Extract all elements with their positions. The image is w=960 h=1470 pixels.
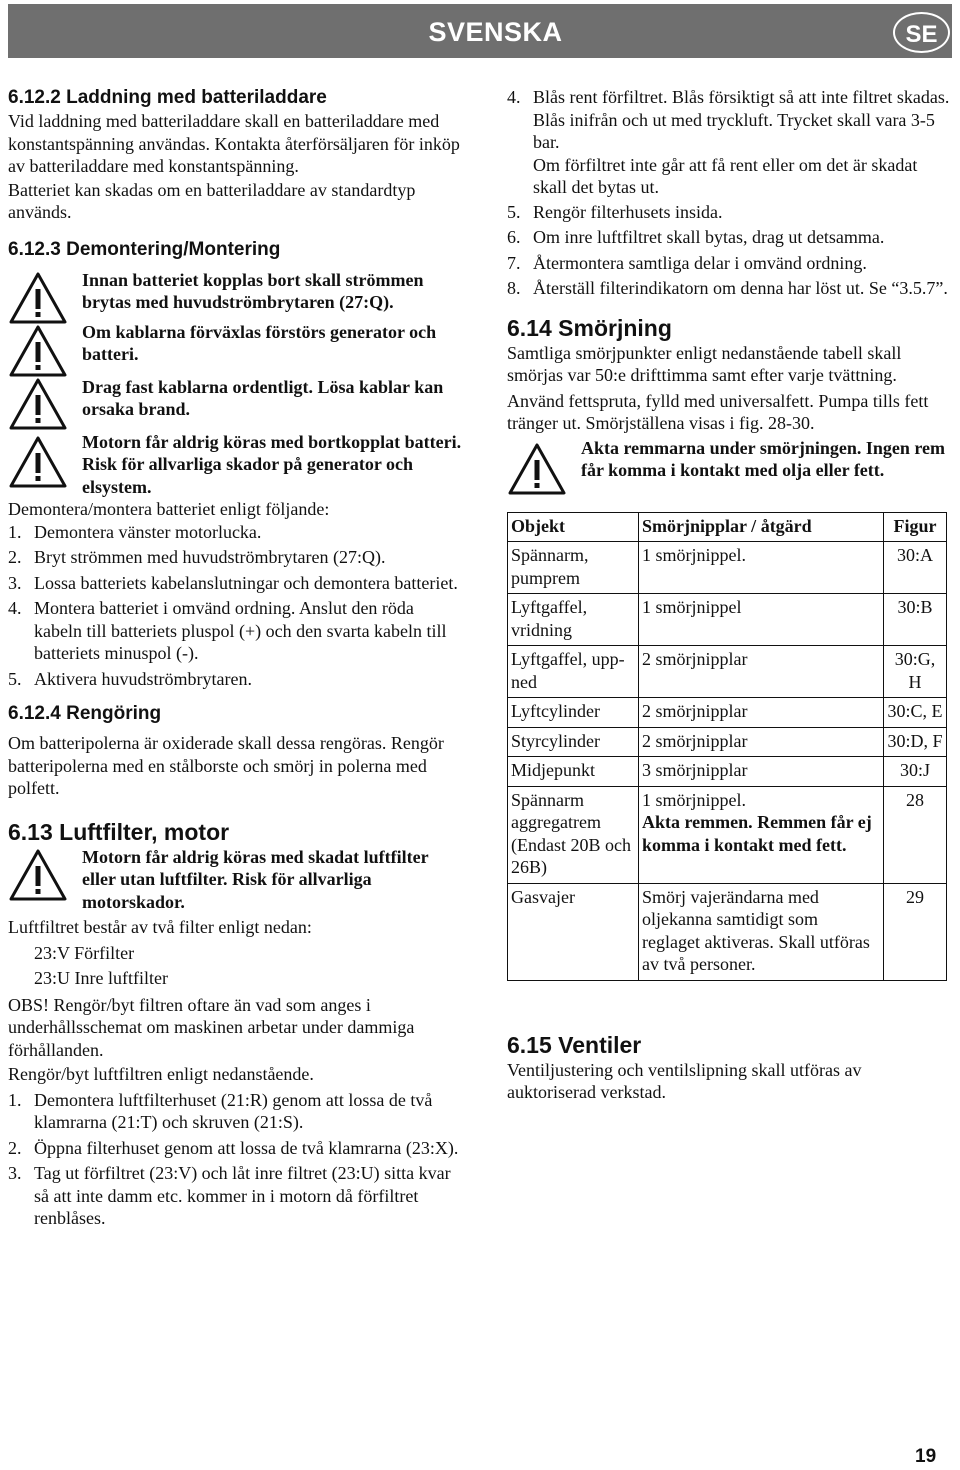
filter-item: 23:V Förfilter	[34, 942, 135, 963]
table-row	[508, 698, 947, 728]
table-cell: 30:A	[884, 542, 947, 594]
table-cell: Smörj vajerändarna med oljekanna samtidigt som reglaget aktiveras. Skall utföras av två personer.	[639, 883, 884, 980]
cell-bold-text: Akta remmen. Remmen får ej komma i kontakt med fett.	[642, 812, 872, 855]
table-cell: Midjepunkt	[508, 757, 639, 787]
list-item: 1. Demontera luftfilterhuset (21:R) genom att lossa de två klamrarna (21:T) och skruven (21:S).	[8, 1089, 433, 1132]
page-header	[8, 4, 952, 58]
table-cell: 1 smörjnippel	[639, 594, 884, 646]
heading-6-12-3: 6.12.3 Demontering/Montering	[8, 238, 281, 260]
table-row	[508, 594, 947, 646]
page-header-title: SVENSKA	[428, 17, 563, 47]
list-item: 6. Om inre luftfiltret skall bytas, drag ut detsamma.	[507, 227, 885, 247]
table-cell	[639, 786, 884, 883]
paragraph: Ventiljustering och ventilslipning skall utföras av auktoriserad verkstad.	[507, 1059, 862, 1102]
list-item: 3. Tag ut förfiltret (23:V) och låt inre filtret (23:U) sitta kvar så att inte damm etc. kommer in i motorn då förfiltret renblåses.	[8, 1163, 451, 1228]
table-cell: 30:G, H	[884, 646, 947, 698]
table-cell: Styrcylinder	[508, 727, 639, 757]
right-column	[507, 86, 952, 1104]
table-cell: Lyftgaffel, upp-ned	[508, 646, 639, 698]
list-item: 4. Blås rent förfiltret. Blås försiktigt så att inte filtret skadas. Blås inifrån och ut med tryckluft. Trycket skall vara 3-5 bar.	[507, 87, 950, 152]
paragraph: Använd fettspruta, fylld med universalfett. Pumpa tills fett tränger ut. Smörjställena visas i fig. 28-30.	[507, 390, 929, 433]
table-cell: 30:J	[884, 757, 947, 787]
table-cell: 28	[884, 786, 947, 883]
table-header: Figur	[884, 512, 947, 542]
table-header: Objekt	[508, 512, 639, 542]
table-row	[508, 727, 947, 757]
warning-text: Drag fast kablarna ordentligt. Lösa kablar kan orsaka brand.	[82, 376, 444, 419]
warning-triangle-icon	[507, 442, 567, 496]
page-number: 19	[915, 1446, 937, 1467]
warning-text: Akta remmarna under smörjningen. Ingen rem får komma i kontakt med olja eller fett.	[581, 437, 945, 480]
table-cell: 2 smörjnipplar	[639, 646, 884, 698]
table-row	[508, 646, 947, 698]
warning-block	[8, 321, 463, 366]
table-cell: Lyftgaffel, vridning	[508, 594, 639, 646]
warning-block	[8, 376, 463, 421]
warning-triangle-icon	[8, 848, 68, 902]
warning-text: Innan batteriet kopplas bort skall strömmen brytas med huvudströmbrytaren (27:Q).	[82, 269, 424, 312]
heading-6-15: 6.15 Ventiler	[507, 1031, 642, 1058]
warning-triangle-icon	[8, 271, 68, 325]
table-cell: Spännarm aggregatrem (Endast 20B och 26B)	[508, 786, 639, 883]
table-cell: 2 smörjnipplar	[639, 698, 884, 728]
table-row	[508, 542, 947, 594]
list-item: 2. Öppna filterhuset genom att lossa de två klamrarna (23:X).	[8, 1137, 459, 1158]
heading-6-14: 6.14 Smörjning	[507, 314, 672, 341]
list-item: 4. Montera batteriet i omvänd ordning. Anslut den röda kabeln till batteriets pluspol (+) och den svarta kabeln till batteriets minuspol (-).	[8, 598, 447, 663]
heading-6-12-2: 6.12.2 Laddning med batteriladdare	[8, 87, 327, 108]
warning-text: Motorn får aldrig köras med skadat luftfilter eller utan luftfilter. Risk för allvarliga motorskador.	[82, 846, 429, 912]
table-header: Smörjnipplar / åtgärd	[639, 512, 884, 542]
table-row	[508, 883, 947, 980]
paragraph: Batteriet kan skadas om en batteriladdare av standardtyp används.	[8, 179, 416, 222]
table-cell: 30:B	[884, 594, 947, 646]
warning-block	[8, 431, 463, 499]
paragraph: OBS! Rengör/byt filtren oftare än vad som anges i underhållsschemat om maskinen arbetar under dammiga förhållanden.	[8, 994, 415, 1060]
table-cell: 3 smörjnipplar	[639, 757, 884, 787]
table-cell: 29	[884, 883, 947, 980]
lubrication-table	[507, 512, 947, 981]
warning-block	[8, 846, 463, 914]
table-cell: 1 smörjnippel.	[639, 542, 884, 594]
paragraph: Vid laddning med batteriladdare skall en batteriladdare med konstantspänning användas. Kontakta återförsäljaren för inköp av batteriladdare med konstantspänning.	[8, 111, 460, 176]
table-cell: 30:C, E	[884, 698, 947, 728]
warning-block	[507, 437, 952, 482]
left-column	[8, 86, 463, 1230]
language-badge: SE	[893, 12, 950, 53]
list-item: 3. Lossa batteriets kabelanslutningar och demontera batteriet.	[8, 572, 458, 593]
list-item: 5. Aktivera huvudströmbrytaren.	[8, 668, 252, 689]
heading-6-13: 6.13 Luftfilter, motor	[8, 818, 230, 845]
table-cell: Spännarm, pumprem	[508, 542, 639, 594]
list-item: 7. Återmontera samtliga delar i omvänd ordning.	[507, 252, 867, 273]
table-cell: 30:D, F	[884, 727, 947, 757]
warning-triangle-icon	[8, 435, 68, 489]
heading-6-12-4: 6.12.4 Rengöring	[8, 703, 162, 724]
paragraph: Om batteripolerna är oxiderade skall dessa rengöras. Rengör batteripolerna med en stålborste och smörj in polerna med polfett.	[8, 733, 444, 798]
list-item: 1. Demontera vänster motorlucka.	[8, 521, 262, 542]
list-item: Om förfiltret inte går att få rent eller om det är skadat skall det bytas ut.	[533, 154, 918, 197]
paragraph: Luftfiltret består av två filter enligt nedan:	[8, 917, 312, 937]
warning-triangle-icon	[8, 377, 68, 431]
table-header-row	[508, 512, 947, 542]
list-item: 8. Återställ filterindikatorn om denna har löst ut. Se “3.5.7”.	[507, 278, 948, 298]
cell-text: 1 smörjnippel.	[642, 789, 746, 810]
table-cell: Gasvajer	[508, 883, 639, 980]
warning-text: Motorn får aldrig köras med bortkopplat batteri. Risk för allvarliga skador på generator och elsystem.	[82, 431, 462, 497]
list-item: 5. Rengör filterhusets insida.	[507, 201, 723, 222]
filter-item: 23:U Inre luftfilter	[34, 968, 168, 988]
table-row	[508, 786, 947, 883]
table-cell: 2 smörjnipplar	[639, 727, 884, 757]
paragraph: Samtliga smörjpunkter enligt nedanstående tabell skall smörjas var 50:e drifttimma samt efter varje tvättning.	[507, 342, 902, 385]
list-item: 2. Bryt strömmen med huvudströmbrytaren (27:Q).	[8, 547, 386, 567]
warning-text: Om kablarna förväxlas förstörs generator och batteri.	[82, 321, 437, 364]
warning-block	[8, 269, 463, 314]
warning-triangle-icon	[8, 324, 68, 378]
table-cell: Lyftcylinder	[508, 698, 639, 728]
paragraph: Rengör/byt luftfiltren enligt nedanstående.	[8, 1064, 314, 1084]
paragraph: Demontera/montera batteriet enligt följande:	[8, 499, 330, 519]
table-row	[508, 757, 947, 787]
